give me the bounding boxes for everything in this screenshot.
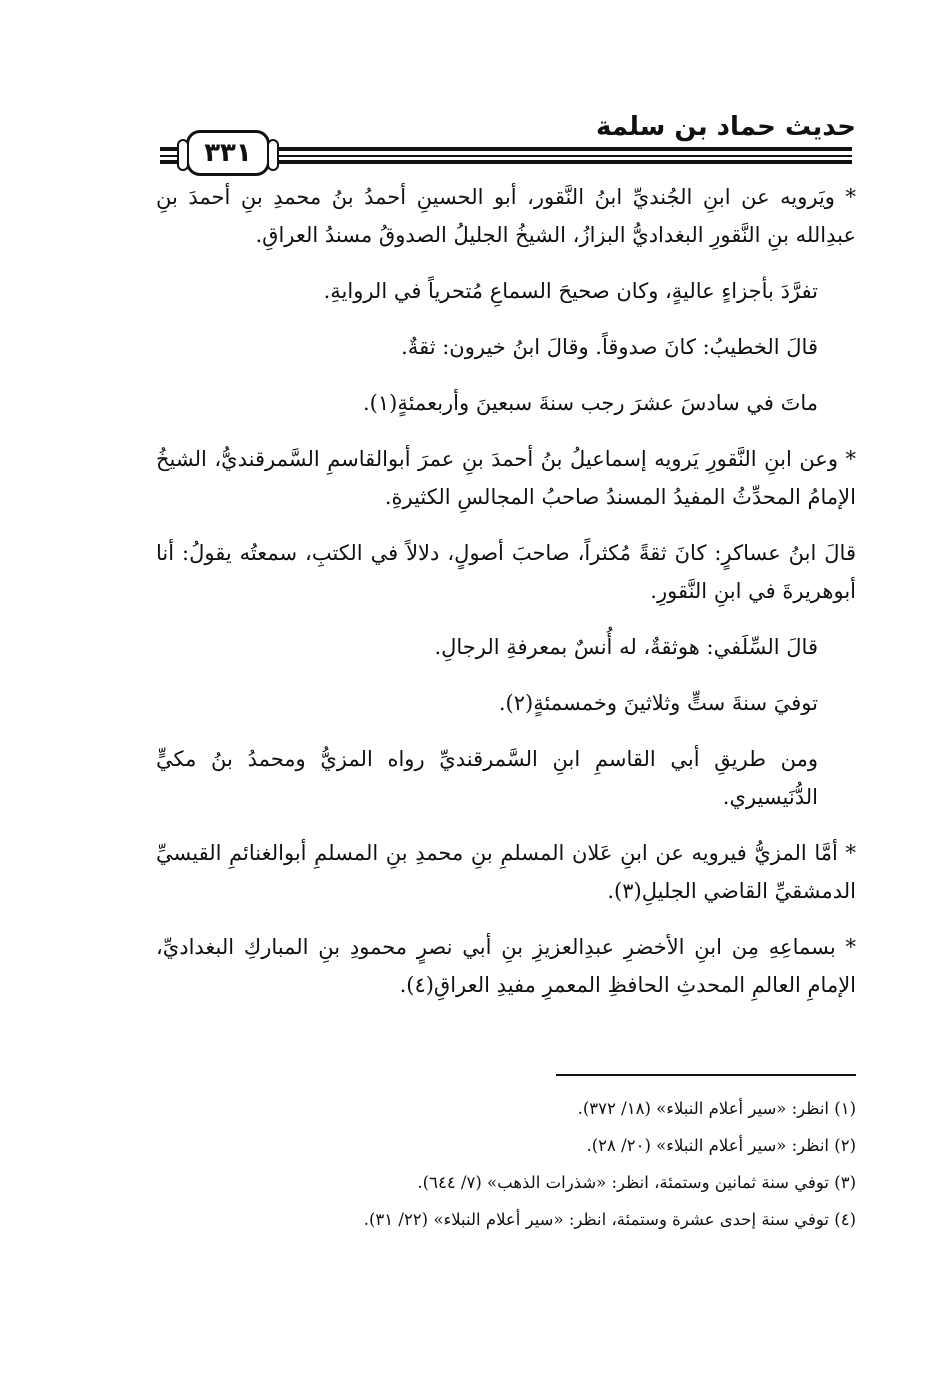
paragraph-1: * ويَرويه عن ابنِ الجُنديِّ ابنُ النَّقور، أبو الحسينِ أحمدُ بنُ محمدِ بنِ أحمدَ بنِ عبدِالله بنِ النَّقورِ البغداديُّ البزازُ، الشيخُ الجليلُ الصدوقُ مسندُ العراقِ. bbox=[156, 185, 856, 247]
paragraph-7: قالَ السِّلَفي: هوثقةٌ، له أُنسٌ بمعرفةِ الرجالِ. bbox=[434, 635, 818, 659]
footnote-4: (٤) توفي سنة إحدى عشرة وستمئة، انظر: «سير أعلام النبلاء» (٢٢/ ٣١). bbox=[363, 1210, 856, 1229]
paragraph-9: ومن طريقِ أبي القاسمِ ابنِ السَّمرقنديِّ رواه المزيُّ ومحمدُ بنُ مكيٍّ الدُّنَيسيري. bbox=[156, 747, 818, 809]
footnotes bbox=[176, 1090, 856, 1238]
paragraph-6: قالَ ابنُ عساكرٍ: كانَ ثقةً مُكثراً، صاحبَ أصولٍ، دلالاً في الكتبِ، سمعتُه يقولُ: أنا أبوهريرةَ في ابنِ النَّقورِ. bbox=[156, 541, 856, 603]
page-number-frame bbox=[186, 130, 270, 176]
page-number: ٣٣١ bbox=[204, 138, 252, 168]
paragraph-11: * بسماعِهِ مِن ابنِ الأخضرِ عبدِالعزيزِ بنِ أبي نصرٍ محمودِ بنِ المباركِ البغداديِّ، الإمامِ العالمِ المحدثِ الحافظِ المعمرِ مفيدِ العراقِ(٤). bbox=[156, 935, 856, 997]
paragraph-5: * وعن ابنِ النَّقورِ يَرويه إسماعيلُ بنُ أحمدَ بنِ عمرَ أبوالقاسمِ السَّمرقنديُّ، الشيخُ الإمامُ المحدِّثُ المفيدُ المسندُ صاحبُ المجالسِ الكثيرةِ. bbox=[156, 447, 856, 509]
running-header-title: حديث حماد بن سلمة bbox=[595, 112, 856, 142]
paragraph-8: توفيَ سنةَ ستٍّ وثلاثينَ وخمسمئةٍ(٢). bbox=[498, 691, 818, 715]
paragraph-3: قالَ الخطيبُ: كانَ صدوقاً. وقالَ ابنُ خيرون: ثقةٌ. bbox=[401, 335, 818, 359]
paragraph-10: * أمَّا المزيُّ فيرويه عن ابنِ عَلان المسلمِ بنِ محمدِ بنِ المسلمِ أبوالغنائمِ القيسيِّ الدمشقيِّ القاضي الجليلِ(٣). bbox=[156, 841, 856, 903]
footnote-separator bbox=[556, 1074, 856, 1076]
paragraph-4: ماتَ في سادسَ عشرَ رجب سنةَ سبعينَ وأربعمئةٍ(١). bbox=[362, 391, 818, 415]
paragraph-2: تفرَّدَ بأجزاءٍ عاليةٍ، وكان صحيحَ السماعِ مُتحرياً في الروايةِ. bbox=[323, 279, 818, 303]
footnote-2: (٢) انظر: «سير أعلام النبلاء» (٢٠/ ٢٨). bbox=[586, 1136, 856, 1155]
footnote-3: (٣) توفي سنة ثمانين وستمئة، انظر: «شذرات الذهب» (٧/ ٦٤٤). bbox=[417, 1173, 856, 1192]
main-text bbox=[156, 178, 856, 1022]
footnote-1: (١) انظر: «سير أعلام النبلاء» (١٨/ ٣٧٢). bbox=[577, 1099, 856, 1118]
